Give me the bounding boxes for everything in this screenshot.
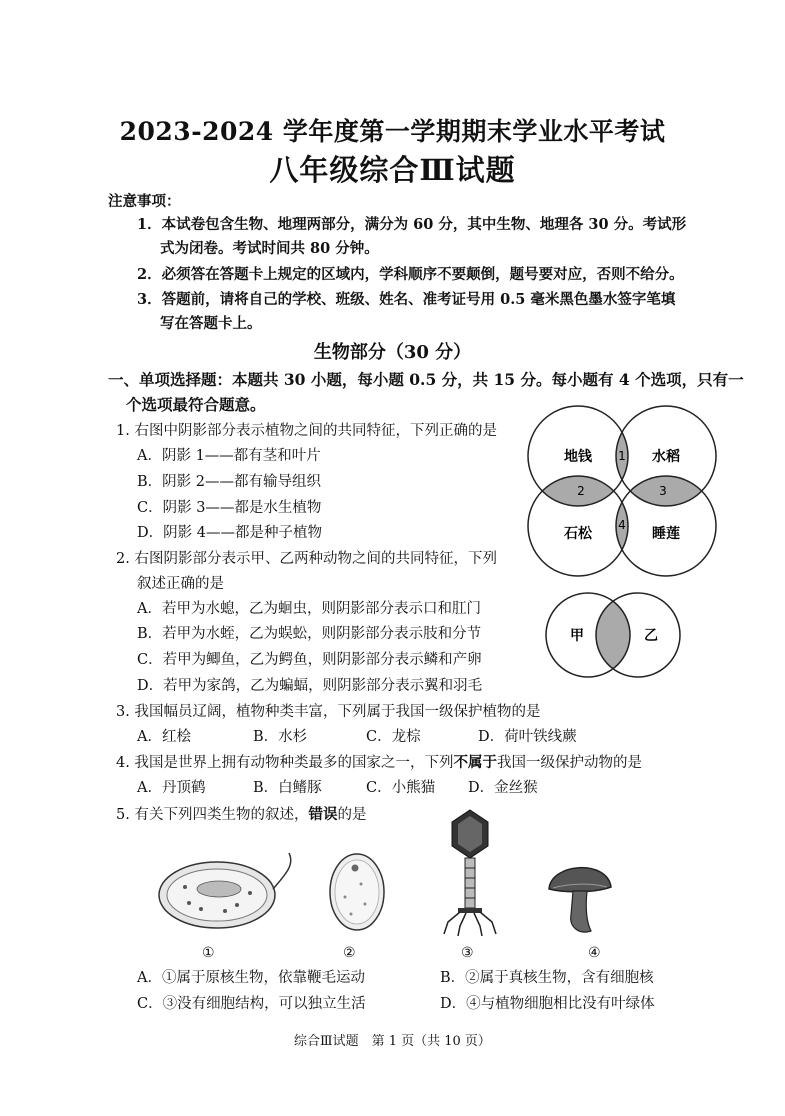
venn-label-4: 睡莲: [652, 526, 680, 542]
q3-option-c: C．龙棕: [366, 729, 421, 745]
q1-option-b: B．阴影 2——都有输导组织: [137, 474, 321, 490]
q4-stem-emphasis: 不属于: [453, 754, 497, 771]
organism-label-1: ①: [202, 945, 215, 961]
exam-title: 2023-2024 学年度第一学期期末学业水平考试: [119, 117, 666, 146]
q5-stem: [116, 803, 366, 824]
q5-stem-emphasis: 错误: [308, 806, 338, 823]
bacterium-illustration: [155, 845, 305, 945]
part1-heading-2: 个选项最符合题意。: [126, 395, 266, 414]
q5-option-d: D．④与植物细胞相比没有叶绿体: [440, 996, 655, 1012]
q4-option-a: A．丹顶鹤: [137, 780, 206, 796]
q2-option-a: A．若甲为水螅，乙为蛔虫，则阴影部分表示口和肛门: [137, 601, 481, 617]
note-1a: 1．本试卷包含生物、地理两部分，满分为 60 分，其中生物、地理各 30 分。考试形: [137, 216, 687, 233]
q1-option-a: A．阴影 1——都有茎和叶片: [137, 448, 321, 464]
venn-label-3: 石松: [564, 526, 592, 542]
q2-option-d: D．若甲为家鸽，乙为蝙蝠，则阴影部分表示翼和羽毛: [137, 678, 483, 694]
q3-stem: 3. 我国幅员辽阔，植物种类丰富，下列属于我国一级保护植物的是: [116, 704, 541, 720]
notes-heading: 注意事项：: [108, 193, 181, 210]
q4-stem-text-end: 我国一级保护动物的是: [496, 755, 642, 771]
note-2: 2．必须答在答题卡上规定的区域内，学科顺序不要颠倒，题号要对应，否则不给分。: [137, 266, 684, 283]
bacteriophage-illustration: [440, 806, 500, 940]
venn-diagram-plants: [526, 396, 721, 586]
shade-num-1: 1: [618, 449, 626, 463]
q2-stem-2: 叙述正确的是: [137, 576, 224, 592]
venn-label-yi: 乙: [644, 628, 658, 644]
q5-option-c: C．③没有细胞结构，可以独立生活: [137, 996, 366, 1012]
q2-option-c: C．若甲为鲫鱼，乙为鳄鱼，则阴影部分表示鳞和产卵: [137, 652, 482, 668]
venn-label-jia: 甲: [570, 628, 584, 644]
mushroom-illustration: [545, 855, 615, 940]
q4-option-d: D．金丝猴: [468, 780, 538, 796]
q4-option-b: B．白鳍豚: [253, 780, 322, 796]
organism-label-2: ②: [343, 945, 356, 961]
q4-stem-text: 4. 我国是世界上拥有动物种类最多的国家之一，下列: [116, 755, 454, 771]
part1-heading-1: 一、单项选择题：本题共 30 小题，每小题 0.5 分，共 15 分。每小题有 4 个选项，只有一: [108, 370, 744, 389]
shade-num-3: 3: [659, 484, 667, 498]
note-1b: 式为闭卷。考试时间共 80 分钟。: [160, 240, 379, 257]
venn-label-2: 水稻: [652, 449, 680, 465]
q5-option-a: A．①属于原核生物，依靠鞭毛运动: [137, 970, 365, 986]
q4-option-c: C．小熊猫: [366, 780, 436, 796]
shade-num-2: 2: [577, 484, 585, 498]
shade-num-4: 4: [618, 518, 626, 532]
q3-option-b: B．水杉: [253, 729, 308, 745]
page-footer: 综合Ⅲ试题 第 1 页（共 10 页）: [294, 1034, 491, 1049]
q5-option-b: B．②属于真核生物，含有细胞核: [440, 970, 654, 986]
exam-subtitle: 八年级综合Ⅲ试题: [269, 153, 516, 187]
q3-option-d: D．荷叶铁线蕨: [478, 729, 577, 745]
note-3a: 3．答题前，请将自己的学校、班级、姓名、准考证号用 0.5 毫米黑色墨水签字笔填: [137, 291, 676, 308]
organism-label-3: ③: [461, 945, 474, 961]
q1-option-c: C．阴影 3——都是水生植物: [137, 500, 322, 516]
section-title: 生物部分（30 分）: [313, 342, 472, 363]
organism-label-4: ④: [588, 945, 601, 961]
q5-stem-text: 5. 有关下列四类生物的叙述，: [116, 807, 309, 823]
note-3b: 写在答题卡上。: [160, 315, 262, 332]
q2-option-b: B．若甲为水蛭，乙为蜈蚣，则阴影部分表示肢和分节: [137, 626, 482, 642]
q1-stem: 1. 右图中阴影部分表示植物之间的共同特征，下列正确的是: [116, 423, 497, 439]
yeast-cell-illustration: [325, 842, 390, 942]
venn-label-1: 地钱: [564, 449, 592, 465]
q3-option-a: A．红桧: [137, 729, 191, 745]
q5-stem-text-end: 的是: [337, 807, 367, 823]
q1-option-d: D．阴影 4——都是种子植物: [137, 525, 322, 541]
q2-stem-1: 2. 右图阴影部分表示甲、乙两种动物之间的共同特征，下列: [116, 551, 497, 567]
q4-stem: [116, 751, 642, 772]
venn-diagram-animals: [533, 588, 693, 684]
